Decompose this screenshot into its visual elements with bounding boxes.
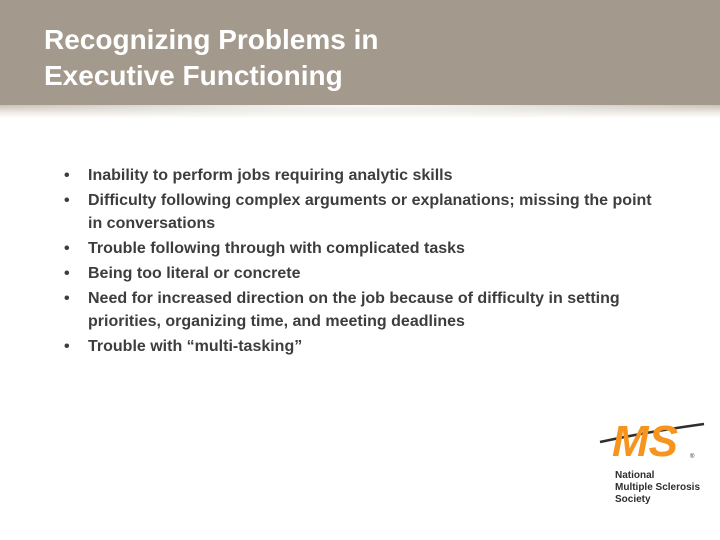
org-line-1: National	[615, 470, 655, 481]
bullet-marker: •	[64, 265, 70, 282]
bullet-marker: •	[64, 192, 70, 209]
slide-title-line-1: Recognizing Problems in	[44, 24, 379, 55]
bullet-text: Being too literal or concrete	[88, 265, 301, 282]
bullet-item	[60, 262, 660, 285]
logo-mark: MS	[612, 417, 678, 466]
bullet-marker: •	[64, 167, 70, 184]
header-divider	[0, 105, 720, 118]
bullet-item	[60, 164, 660, 187]
bullet-item	[60, 335, 660, 358]
bullet-item	[60, 237, 660, 260]
slide-title-line-2: Executive Functioning	[44, 60, 343, 91]
bullet-text: Trouble with “multi-tasking”	[88, 338, 303, 355]
bullet-item	[60, 287, 660, 333]
bullet-marker: •	[64, 240, 70, 257]
registered-mark: ®	[690, 454, 695, 460]
bullet-text: Inability to perform jobs requiring analytic skills	[88, 167, 453, 184]
bullet-text: Difficulty following complex arguments or explanations; missing the point in conversations	[88, 192, 652, 232]
bullet-item	[60, 189, 660, 235]
bullet-marker: •	[64, 338, 70, 355]
bullet-text: Need for increased direction on the job because of difficulty in setting priorities, organizing time, and meeting deadlines	[88, 290, 620, 330]
bullet-list	[60, 164, 660, 360]
bullet-text: Trouble following through with complicated tasks	[88, 240, 465, 257]
org-line-2: Multiple Sclerosis	[615, 482, 701, 493]
organization-name	[615, 470, 715, 506]
title-bar	[0, 0, 720, 105]
org-line-3: Society	[615, 494, 651, 505]
slide-title	[44, 22, 664, 94]
bullet-marker: •	[64, 290, 70, 307]
